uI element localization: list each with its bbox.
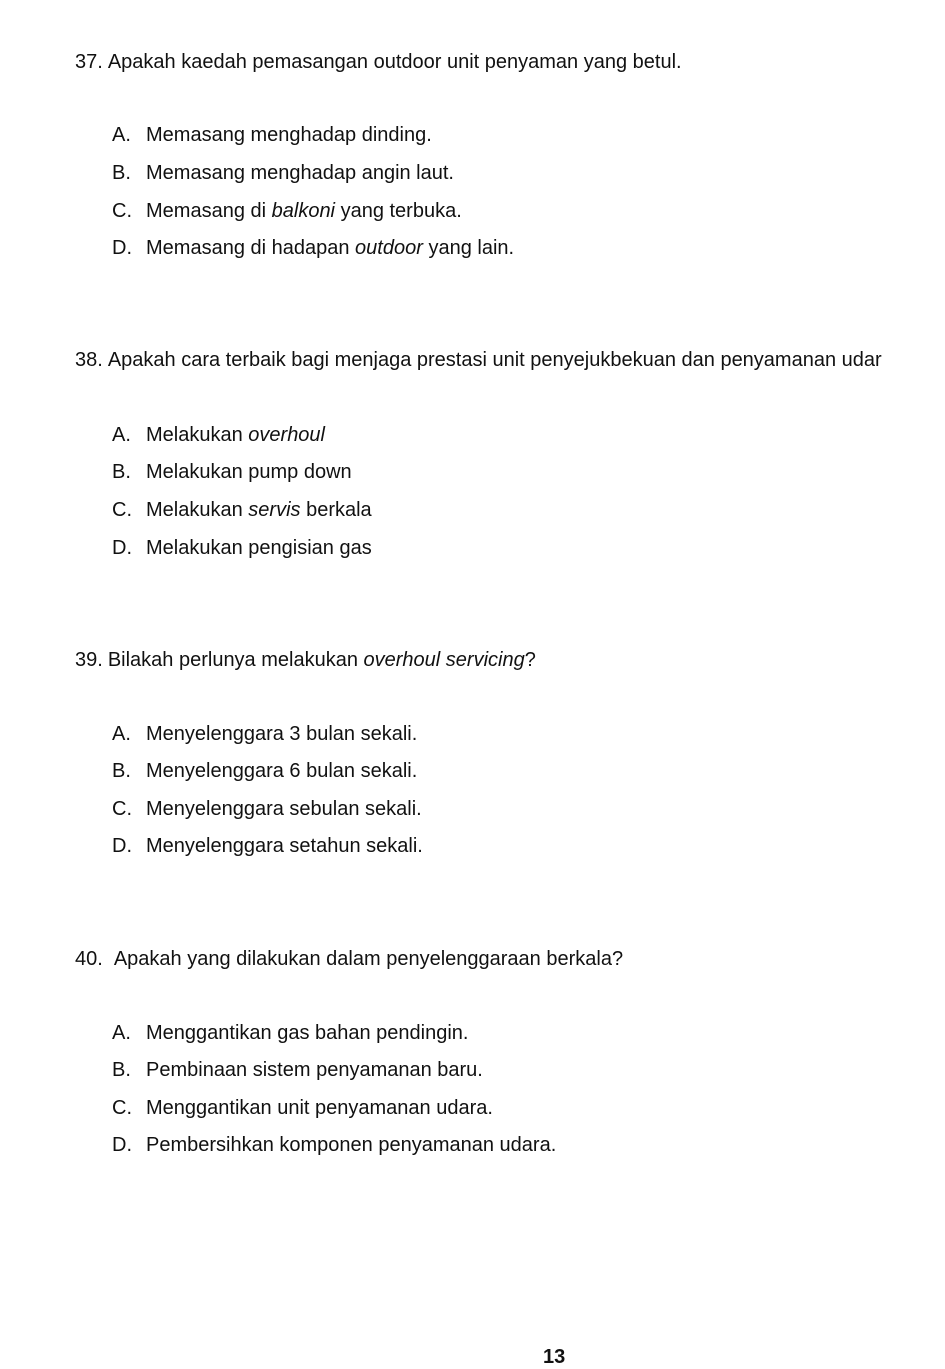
option-letter: A. [112,124,131,146]
option-letter: D. [112,537,132,559]
option-text: Melakukan pump down [146,461,352,483]
option-37-d [112,236,514,260]
option-37-b [112,161,454,185]
option-letter: C. [112,1097,132,1119]
question-number: 39. [75,649,103,671]
option-text: Memasang di [146,200,272,222]
question-text: Apakah cara terbaik bagi menjaga prestasi unit penyejukbekuan dan penyamanan udar [107,349,882,371]
option-letter: C. [112,798,132,820]
option-40-c [112,1096,493,1120]
option-text: Menggantikan gas bahan pendingin. [146,1022,469,1044]
option-letter: B. [112,162,131,184]
option-text-italic: outdoor [355,237,423,259]
question-text: Bilakah perlunya melakukan [107,649,364,671]
option-letter: D. [112,835,132,857]
option-text: Memasang di hadapan [146,237,356,259]
option-38-a [112,423,325,447]
option-40-b [112,1058,483,1082]
option-text-italic: overhoul [248,424,325,446]
option-text: Menyelenggara 3 bulan sekali. [146,723,418,745]
option-39-d [112,834,423,858]
option-text-italic: balkoni [271,200,336,222]
option-38-b [112,460,352,484]
question-number: 37. [75,51,103,73]
option-text: berkala [300,499,372,521]
option-text: Menyelenggara setahun sekali. [146,835,423,857]
option-39-a [112,722,417,746]
question-text: Apakah kaedah pemasangan outdoor unit penyaman yang betul. [107,51,682,73]
option-38-d [112,536,372,560]
option-37-a [112,123,432,147]
option-text: Memasang menghadap dinding. [146,124,432,146]
option-letter: B. [112,461,131,483]
option-40-a [112,1021,468,1045]
question-39 [75,648,536,672]
question-40 [75,947,623,971]
option-text: Melakukan [146,499,249,521]
question-37 [75,50,682,74]
option-38-c [112,498,372,522]
option-text: Pembersihkan komponen penyamanan udara. [146,1134,557,1156]
question-text: Apakah yang dilakukan dalam penyelenggaraan berkala? [113,948,624,970]
option-text: yang terbuka. [335,200,462,222]
option-text: Menyelenggara sebulan sekali. [146,798,422,820]
option-text-italic: servis [248,499,301,521]
option-letter: D. [112,237,132,259]
option-letter: A. [112,1022,131,1044]
option-text: Memasang menghadap angin laut. [146,162,454,184]
option-39-c [112,797,422,821]
question-text-italic: overhoul servicing [363,649,525,671]
option-text: Melakukan pengisian gas [146,537,372,559]
option-text: Melakukan [146,424,249,446]
option-text: yang lain. [422,237,515,259]
option-39-b [112,759,417,783]
option-letter: C. [112,499,132,521]
option-letter: C. [112,200,132,222]
option-letter: D. [112,1134,132,1156]
option-text: Menggantikan unit penyamanan udara. [146,1097,493,1119]
option-text: Pembinaan sistem penyamanan baru. [146,1059,483,1081]
question-number: 38. [75,349,103,371]
question-number: 40. [75,948,103,970]
option-letter: B. [112,760,131,782]
question-text: ? [524,649,536,671]
option-letter: A. [112,424,131,446]
option-37-c [112,199,462,223]
option-letter: A. [112,723,131,745]
option-40-d [112,1133,556,1157]
option-text: Menyelenggara 6 bulan sekali. [146,760,418,782]
question-38 [75,348,882,372]
option-letter: B. [112,1059,131,1081]
page-number: 13 [543,1346,566,1368]
